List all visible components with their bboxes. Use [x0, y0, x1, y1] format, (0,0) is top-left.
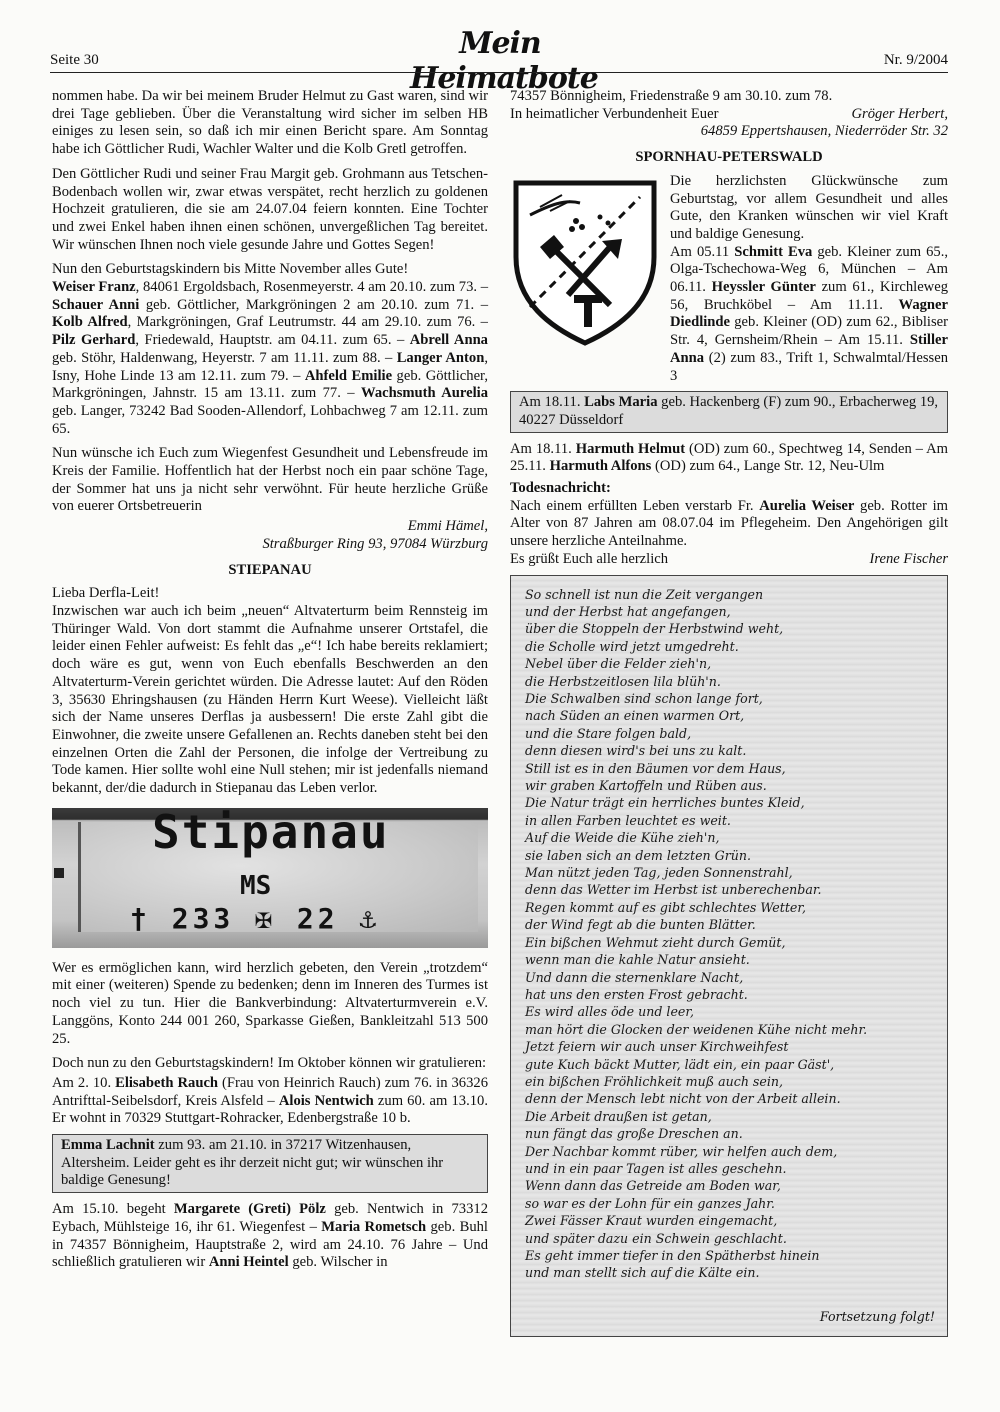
poem-line: über die Stoppeln der Herbstwind weht,: [525, 621, 784, 637]
page-number: Seite 30: [50, 52, 99, 68]
poem-line: Ein bißchen Wehmut zieht durch Gemüt,: [525, 934, 786, 950]
poem-line: und die Stare folgen bald,: [525, 725, 692, 741]
newspaper-title: Mein Heimatbote: [410, 26, 598, 96]
poem-line: die Scholle wird jetzt umgedreht.: [525, 638, 739, 654]
person-name: Heyssler Günter: [711, 279, 816, 296]
paragraph: 74357 Bönnigheim, Friedenstraße 9 am 30.10. zum 78.: [510, 88, 833, 104]
person-name: Elisabeth Rauch: [115, 1074, 219, 1091]
poem-line: Der Nachbar kommt rüber, wir helfen auch dem,: [525, 1143, 838, 1159]
poem-line: wenn man die kahle Natur ansieht.: [525, 952, 750, 968]
signature-line: [510, 106, 948, 124]
birthday-list: [52, 261, 488, 438]
poem-line: sie laben sich an dem letzten Grün.: [525, 847, 751, 863]
poem: [511, 576, 947, 1282]
poem-line: Jetzt feiern wir auch unser Kirchweihfest: [525, 1039, 789, 1055]
poem-line: Regen kommt auf es gibt schlechtes Wetter,: [525, 899, 806, 915]
poem-line: und später dazu ein Schwein geschlacht.: [525, 1230, 787, 1246]
person-name: Aurelia Weiser: [759, 497, 855, 514]
closing-line: [510, 551, 948, 569]
paragraph: Doch nun zu den Geburtstagskindern! Im Oktober können wir gratulieren:: [52, 1055, 487, 1072]
person-name: Labs Maria: [584, 394, 658, 411]
paragraph: [52, 1075, 488, 1128]
text: Am 15.10. begeht: [52, 1201, 174, 1218]
birthday-detail: , Markgröningen, Graf Leutrumstr. 44 am 29.10. zum 76. –: [127, 314, 488, 331]
birthday-detail: , 84061 Ergoldsbach, Rosenmeyerstr. 4 am 20.10. zum 73. –: [135, 279, 488, 296]
person-name: Pilz Gerhard: [52, 332, 136, 349]
death-notice: [510, 498, 948, 551]
text: Es grüßt Euch alle herzlich: [510, 550, 669, 567]
poem-line: hat uns den ersten Frost gebracht.: [525, 986, 748, 1002]
birthday-detail: geb. Göttlicher, Markgröningen 2 am 20.10. zum 71. –: [139, 296, 489, 313]
paragraph: [510, 441, 948, 476]
poem-line: man hört die Glocken der weidenen Kühe nicht mehr.: [525, 1021, 868, 1037]
person-name: Weiser Franz: [52, 279, 136, 296]
person-name: Stiller Anna: [670, 332, 948, 366]
text: zum 61., Kirchleweg 56, Bruchköbel – Am 11.11.: [670, 279, 948, 313]
paragraph: Inzwischen war auch ich beim „neuen“ Altvaterturm beim Rennsteig im Thüringer Wald. Von dort stammt die Aufnahme unserer Ortstafel, die leider einen Fehler aufweist: Es fehlt das „e“! Ich habe bereits reklamiert; doch wäre es gut, wenn von Euch ebenfalls Beschwerden an den Altvaterturm-Verein gerichtet würden. Die Adresse lautet: Auf den Röden 3, 35630 Ehringshausen (zu Händen Herrn Kurt Weese). Vielleicht läßt sich der Name unseres Derflas ja ausbessern! Die erste Zahl gibt die Einwohner, die zweite unsere Gefallenen an. Rechts daneben steht bei den einzelnen Orten die Zahl der Personen, die infolge der Vertreibung zu Tode kamen. Hier sollte wohl eine Null stehen; mir ist jedenfalls niemand bekannt, der/die dadurch in Stiepanau das Leben verlor.: [52, 602, 488, 797]
poem-line: Zwei Fässer Kraut wurden eingemacht,: [525, 1213, 778, 1229]
text: (OD) zum 64., Lange Str. 12, Neu-Ulm: [651, 458, 885, 475]
birthday-intro: Nun den Geburtstagskindern bis Mitte November alles Gute!: [52, 261, 409, 278]
poem-line: Nebel über die Felder zieh'n,: [525, 656, 712, 672]
text: Nach einem erfüllten Leben verstarb Fr.: [510, 497, 760, 514]
poem-line: So schnell ist nun die Zeit vergangen: [525, 586, 764, 602]
greeting: Lieba Derfla-Leit!: [52, 585, 160, 602]
highlight-box: [52, 1134, 488, 1193]
poem-line: in allen Farben leuchtet es weit.: [525, 812, 731, 828]
signature-address: 64859 Eppertshausen, Niederröder Str. 32: [700, 123, 948, 140]
photo-mark: [54, 868, 64, 878]
paragraph: nommen habe. Da wir bei meinem Bruder Helmut zu Gast waren, sind wir drei Tage geblieben. Über die Veranstaltung wird sicher im selben HB einiges zu lesen sein, so daß ich mir einen Bericht spare. Am Sonntag habe ich Göttlicher Rudi, Wachler Walter und die Kolb Gretl getroffen.: [52, 88, 488, 158]
poem-line: der Wind fegt ab die bunten Blätter.: [525, 917, 756, 933]
poem-line: und der Herbst hat angefangen,: [525, 603, 731, 619]
poem-line: Man nützt jeden Tag, jeden Sonnenstrahl,: [525, 865, 793, 881]
poem-line: Es wird alles öde und leer,: [525, 1004, 694, 1020]
text: (OD) zum 60., Spechtweg 14, Senden – Am 25.11.: [510, 440, 949, 475]
text: Am 05.11: [670, 243, 735, 260]
text: zum 93. am 21.10. in 37217 Witzenhausen, Altersheim. Leider geht es ihr derzeit nicht gut; wir wünschen ihr baldige Genesung!: [61, 1137, 444, 1189]
poem-line: die Herbstzeitlosen lila blüh'n.: [525, 673, 721, 689]
person-name: Schmitt Eva: [734, 243, 813, 260]
highlight-box: [510, 391, 948, 432]
birthday-detail: geb. Langer, 73242 Bad Sooden-Allendorf, Lohbachweg 7 am 12.11. zum 65.: [52, 402, 488, 437]
paragraph: [52, 1201, 488, 1272]
birthday-detail: , Friedewald, Hauptstr. am 04.11. zum 65. –: [135, 332, 410, 349]
person-name: Emma Lachnit: [61, 1137, 155, 1154]
town-sign-photo: [52, 808, 488, 948]
text: geb. Kleiner (OD) zum 62., Bibliser Str. 4, Gernsheim/Rhein – Am 15.11.: [670, 314, 948, 349]
person-name: Maria Rometsch: [321, 1218, 427, 1235]
poem-line: so war es der Lohn für ein ganzes Jahr.: [525, 1195, 775, 1211]
poem-line: denn diesen wird's bei uns zu kalt.: [525, 743, 747, 759]
coat-of-arms-icon: [510, 177, 660, 347]
header-divider: [50, 72, 948, 73]
text: Die herzlichsten Glückwünsche zum Geburtstag, vor allem Gesundheit und alles Gute, den Kranken wünschen wir viel Kraft und baldige Genesung.: [670, 172, 948, 242]
text: geb. Wilscher in: [288, 1254, 388, 1271]
poem-line: nach Süden an einen warmen Ort,: [525, 708, 745, 724]
poem-line: denn das Wetter im Herbst ist unberechenbar.: [525, 882, 822, 898]
poem-line: Die Natur trägt ein herrliches buntes Kleid,: [525, 795, 805, 811]
poem-line: Still ist es in den Bäumen vor dem Haus,: [525, 760, 786, 776]
issue-number: Nr. 9/2004: [883, 52, 948, 68]
spornhau-block: [510, 173, 948, 385]
person-name: Schauer Anni: [52, 296, 140, 313]
text: (Frau von Heinrich Rauch) zum 76. in 36326 Antrifttal-Seibelsdorf, Kreis Alsfeld –: [52, 1074, 488, 1109]
text: zum 60. am 13.10. Er wohnt in 70329 Stuttgart-Rohracker, Edenbergstraße 10 b.: [52, 1092, 488, 1127]
poem-line: Wenn dann das Getreide am Boden war,: [525, 1178, 781, 1194]
text: geb. Hackenberg (F) zum 90., Erbacherweg 19, 40227 Düsseldorf: [519, 394, 939, 428]
poem-line: Die Arbeit draußen ist getan,: [525, 1108, 712, 1124]
person-name: Langer Anton: [396, 349, 485, 366]
poem-continuation: Fortsetzung folgt!: [819, 1308, 935, 1324]
poem-box: [510, 575, 948, 1337]
birthday-detail: geb. Göttlicher, Markgröningen, Jahnstr. 15 am 13.11. zum 77. –: [52, 367, 488, 402]
text: geb. Buhl in 74357 Bönnigheim, Hauptstraße 2, wird am 24.10. 76 Jahre – Und schließlich gratulieren wir: [52, 1218, 488, 1271]
left-column: [52, 88, 488, 1279]
paragraph: Wer es ermöglichen kann, wird herzlich gebeten, den Verein „trotzdem“ mit einer (weiteren) Spende zu bedenken; denn im Inneren des Turmes ist noch viel zu tun. Hier die Bankverbindung: Altvaterturmverein e.V. Langgöns, Konto 244 001 260, Sparkasse Gießen, Bankleitzahl 513 500 25.: [52, 959, 488, 1047]
text: Am 2. 10.: [52, 1074, 116, 1091]
text: geb. Rotter im Alter von 87 Jahren am 08.07.04 im Pflegeheim. Den Angehörigen gilt unsere herzliche Anteilnahme.: [510, 497, 948, 550]
poem-line: und in ein paar Tagen ist alles geschehn.: [525, 1160, 787, 1176]
plaque-town-name: Stipanau: [152, 807, 390, 859]
signature-name: Emmi Hämel,: [407, 518, 488, 535]
person-name: Abrell Anna: [409, 332, 488, 349]
birthday-detail: , Isny, Hohe Linde 13 am 12.11. zum 79. –: [52, 349, 488, 384]
text: (2) zum 83., Trift 1, Schwalmtal/Hessen 3: [670, 349, 948, 384]
poem-line: gute Kuch bäckt Mutter, lädt ein, ein paar Gäst',: [525, 1056, 835, 1072]
person-name: Alois Nentwich: [278, 1092, 374, 1109]
signature-name: Gröger Herbert,: [851, 105, 948, 122]
poem-line: Es geht immer tiefer in den Spätherbst hinein: [525, 1248, 820, 1264]
plaque-numbers: † 233 ✠ 22 ⚓: [130, 901, 381, 935]
birthday-detail: geb. Stöhr, Haldenwang, Heyerstr. 7 am 11.11. zum 88. –: [52, 349, 397, 366]
person-name: Ahfeld Emilie: [304, 367, 393, 384]
paragraph: Nun wünsche ich Euch zum Wiegenfest Gesundheit und Lebensfreude im Kreis der Familie. Hoffentlich hat der Herbst noch ein paar schöne Tage, der Sommer hat uns ja nicht sehr verwöhnt. Für heute herzliche Grüße von euerer Ortsbetreuerin: [52, 445, 488, 515]
person-name: Harmuth Alfons: [549, 458, 652, 475]
poem-line: und man stellt sich auf die Kälte ein.: [525, 1265, 760, 1281]
person-name: Wagner Diedlinde: [670, 296, 948, 331]
poem-line: Und dann die sternenklare Nacht,: [525, 969, 744, 985]
person-name: Margarete (Greti) Pölz: [173, 1201, 326, 1218]
death-notice-title: Todesnachricht:: [510, 480, 611, 497]
person-name: Anni Heintel: [208, 1254, 289, 1271]
person-name: Harmuth Helmut: [575, 440, 686, 457]
plaque-region: MS: [240, 870, 272, 901]
text: geb. Nentwich in 73312 Eybach, Mühlsteige 16, ihr 61. Wiegenfest –: [52, 1201, 488, 1235]
poem-line: wir graben Kartoffeln und Rüben aus.: [525, 778, 767, 794]
poem-line: denn der Mensch lebt nicht von der Arbeit allein.: [525, 1091, 841, 1107]
poem-line: ein bißchen Fröhlichkeit muß auch sein,: [525, 1073, 783, 1089]
signature-address: Straßburger Ring 93, 97084 Würzburg: [262, 535, 488, 552]
person-name: Kolb Alfred: [52, 314, 128, 331]
poem-line: Auf die Weide die Kühe zieh'n,: [525, 830, 720, 846]
spornhau-text: [670, 173, 948, 385]
text: Am 18.11.: [510, 440, 576, 457]
poem-line: nun fängt das große Dreschen an.: [525, 1126, 743, 1142]
text: In heimatlicher Verbundenheit Euer: [510, 105, 719, 122]
section-title-stiepanau: STIEPANAU: [228, 561, 312, 578]
text: geb. Kleiner zum 65., Olga-Tschechowa-Weg 6, München – Am 06.11.: [670, 243, 949, 296]
signature-name: Irene Fischer: [869, 550, 948, 567]
poem-line: Die Schwalben sind schon lange fort,: [525, 691, 763, 707]
paragraph: Den Göttlicher Rudi und seiner Frau Margit geb. Grohmann aus Tetschen-Bodenbach wollen wir, zwar etwas verspätet, recht herzlich zu goldenen Hochzeit gratulieren, die sie am 24.07.04 feiern konnten. Eine Tochter und zwei Enkel haben ihnen einen schönen, unvergeßlichen Tag bereitet. Wir wünschen Ihnen noch viele gesunde Jahre und Gottes Segen!: [52, 165, 488, 253]
text: Am 18.11.: [519, 394, 585, 411]
section-title-spornhau: SPORNHAU-PETERSWALD: [635, 149, 823, 166]
person-name: Wachsmuth Aurelia: [361, 385, 489, 402]
right-column: [510, 88, 948, 1337]
